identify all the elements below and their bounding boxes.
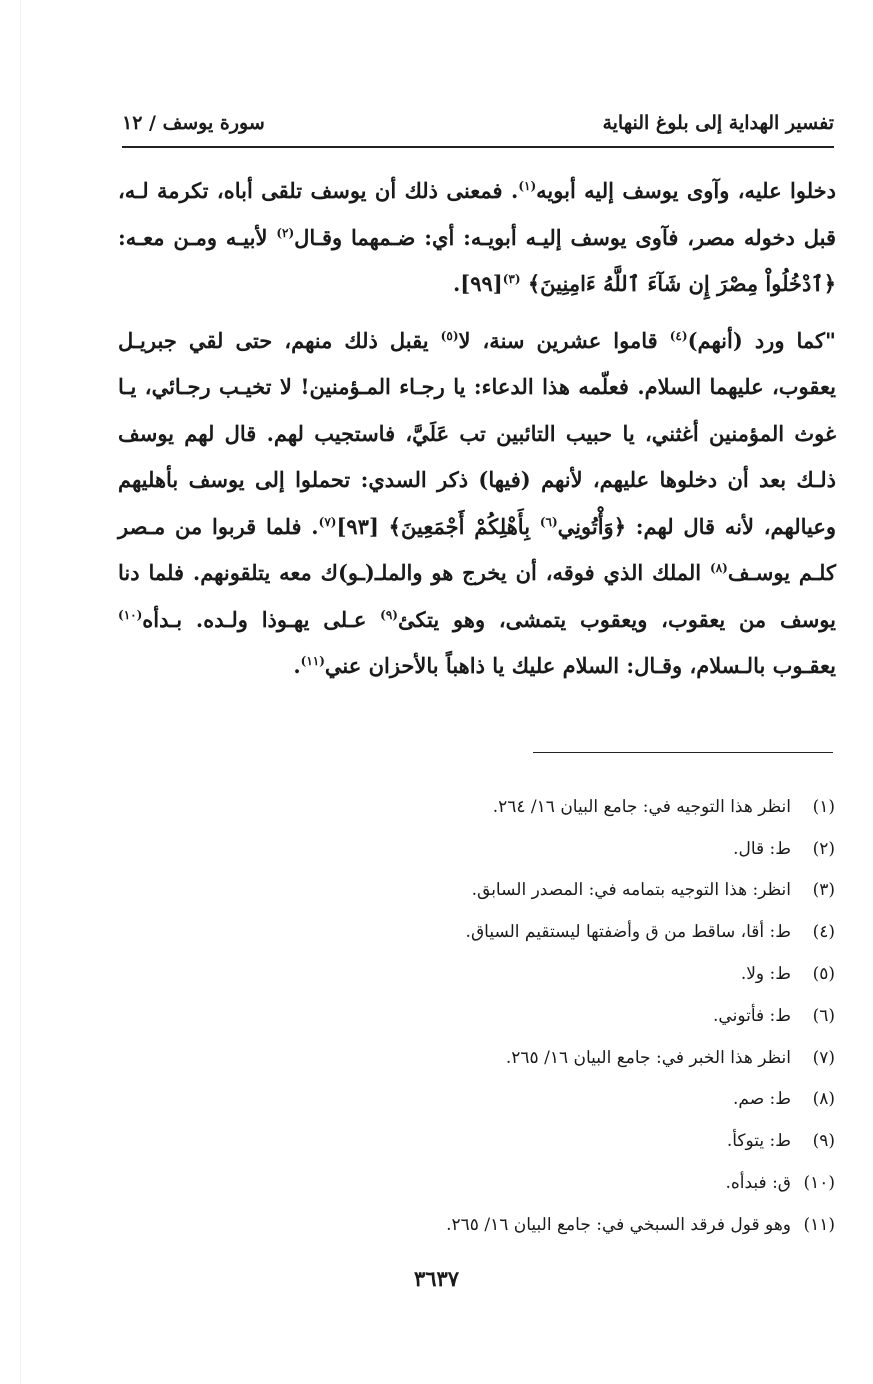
- footnote-marker[interactable]: (٧): [318, 514, 337, 529]
- text-run: دخلوا عليه، وآوى يوسف إليه أبويه: [536, 178, 837, 203]
- footnote-item: [335, 1120, 835, 1162]
- footnote-marker[interactable]: (٣): [502, 272, 521, 286]
- footnotes-list: [335, 786, 835, 1246]
- footnote-marker[interactable]: (٩): [380, 607, 398, 622]
- footnote-text: ط: فأتوني.: [713, 1005, 791, 1026]
- text-run: يقبل ذلك منهم، حتى لقي جبريـل يعقوب، عليهما السلام. فعلّمه هذا الدعاء: يا رجـاء المـؤمنين! لا تخيـب رجـائي، يـا غوث المؤمنين أغثني، يا حبيب التائبين تب عَلَيَّ، فاستجيب لهم. قال لهم يوسف ذلـك بعد أن دخلوها عليهم، لأنهم (فيها) ذكر السدي: تحملوا إلى يوسف بأهليهم وعيالهم، لأنه قال لهم: ﴿وَأْتُونِي: [118, 327, 837, 539]
- text-run: [٩٩].: [452, 271, 503, 296]
- footnote-number: (٩): [812, 1131, 835, 1152]
- footnote-number: (٤): [812, 922, 835, 943]
- footnote-separator: [533, 752, 833, 753]
- footnote-marker[interactable]: (١١): [300, 654, 325, 668]
- footnote-text: انظر هذا التوجيه في: جامع البيان ١٦/ ٢٦٤.: [492, 796, 791, 817]
- footnote-text: ط: ولا.: [740, 964, 791, 985]
- footnote-marker[interactable]: (١٠): [118, 607, 143, 622]
- footnote-marker[interactable]: (٢): [276, 225, 295, 240]
- footnote-marker[interactable]: (٤): [669, 328, 688, 343]
- footnote-number: (٧): [812, 1047, 835, 1068]
- footnote-text: ط: قال.: [733, 838, 791, 859]
- text-run: عـلى يهـوذا ولـده. بـدأه: [142, 606, 381, 632]
- footnote-item: [335, 911, 835, 953]
- text-run: "كما ورد (أنهم): [687, 327, 836, 353]
- footnote-number: (١١): [803, 1214, 835, 1235]
- footnote-text: انظر هذا الخبر في: جامع البيان ١٦/ ٢٦٥.: [505, 1047, 791, 1068]
- footnote-item: [335, 1037, 835, 1079]
- text-run: . فمعنى ذلك أن يوسف تلقى أباه، تكرمة لـه، قبل دخوله مصر، فآوى يوسف إليـه أبويـه: أي: ضـمهما وقـال: [118, 178, 836, 250]
- footnote-item: [335, 995, 835, 1037]
- footnote-item: [335, 786, 835, 828]
- text-run: لأبيـه ومـن معـه: ﴿ٱدْخُلُواْ مِصْرَ إِن شَآءَ ٱللَّهُ ءَامِنِينَ﴾: [118, 224, 836, 296]
- footnote-item: [335, 828, 835, 870]
- footnote-marker[interactable]: (٥): [440, 328, 459, 343]
- text-run: . فلما قربوا من مـصر كلـم يوسـف: [118, 513, 836, 585]
- footnote-text: ط: يتوكأ.: [726, 1131, 791, 1152]
- footnote-number: (٨): [812, 1089, 835, 1110]
- main-text: [118, 168, 836, 690]
- footnote-number: (٣): [812, 880, 835, 901]
- footnote-text: انظر: هذا التوجيه بتمامه في: المصدر السابق.: [471, 880, 791, 901]
- footnote-item: [335, 953, 835, 995]
- running-header: [122, 110, 834, 148]
- text-run: .: [293, 653, 301, 678]
- text-run: بِأَهْلِكُمْ أَجْمَعِينَ﴾ [٩٣]: [336, 513, 540, 539]
- footnote-text: ط: أقا، ساقط من ق وأضفتها ليستقيم السياق.: [465, 922, 791, 943]
- footnote-text: وهو قول فرقد السبخي في: جامع البيان ١٦/ ٢٦٥.: [446, 1214, 791, 1235]
- footnote-number: (٥): [812, 964, 835, 985]
- surah-label: سورة يوسف / ١٢: [122, 112, 265, 134]
- footnote-number: (١): [812, 796, 835, 817]
- paragraph: [118, 168, 836, 308]
- page-number: ٣٦٣٧: [413, 1266, 460, 1291]
- scan-edge: [20, 0, 21, 1384]
- footnote-number: (١٠): [803, 1173, 835, 1194]
- footnote-marker[interactable]: (١): [518, 179, 537, 193]
- text-run: يعقـوب بالـسلام، وقـال: السلام عليك يا ذاهباً بالأحزان عني: [324, 653, 836, 678]
- text-run: قاموا عشرين سنة، لا: [458, 327, 670, 353]
- paragraph: [118, 318, 836, 690]
- footnote-number: (٦): [812, 1005, 835, 1026]
- footnote-item: [335, 1162, 835, 1204]
- footnote-marker[interactable]: (٦): [539, 514, 558, 529]
- footnote-number: (٢): [812, 838, 835, 859]
- footnote-text: ق: فبدأه.: [725, 1173, 791, 1194]
- text-run: الملك الذي فوقه، أن يخرج هو والملـ(ـو)ك معه يتلقونهم. فلما دنا يوسف من يعقوب، ويعقوب يتمشى، وهو يتكئ: [118, 560, 836, 632]
- footnote-marker[interactable]: (٨): [710, 561, 728, 575]
- footnote-text: ط: صم.: [732, 1089, 791, 1110]
- footnote-item: [335, 1204, 835, 1246]
- footnote-item: [335, 1079, 835, 1121]
- footnote-item: [335, 870, 835, 912]
- book-title: تفسير الهداية إلى بلوغ النهاية: [602, 112, 834, 134]
